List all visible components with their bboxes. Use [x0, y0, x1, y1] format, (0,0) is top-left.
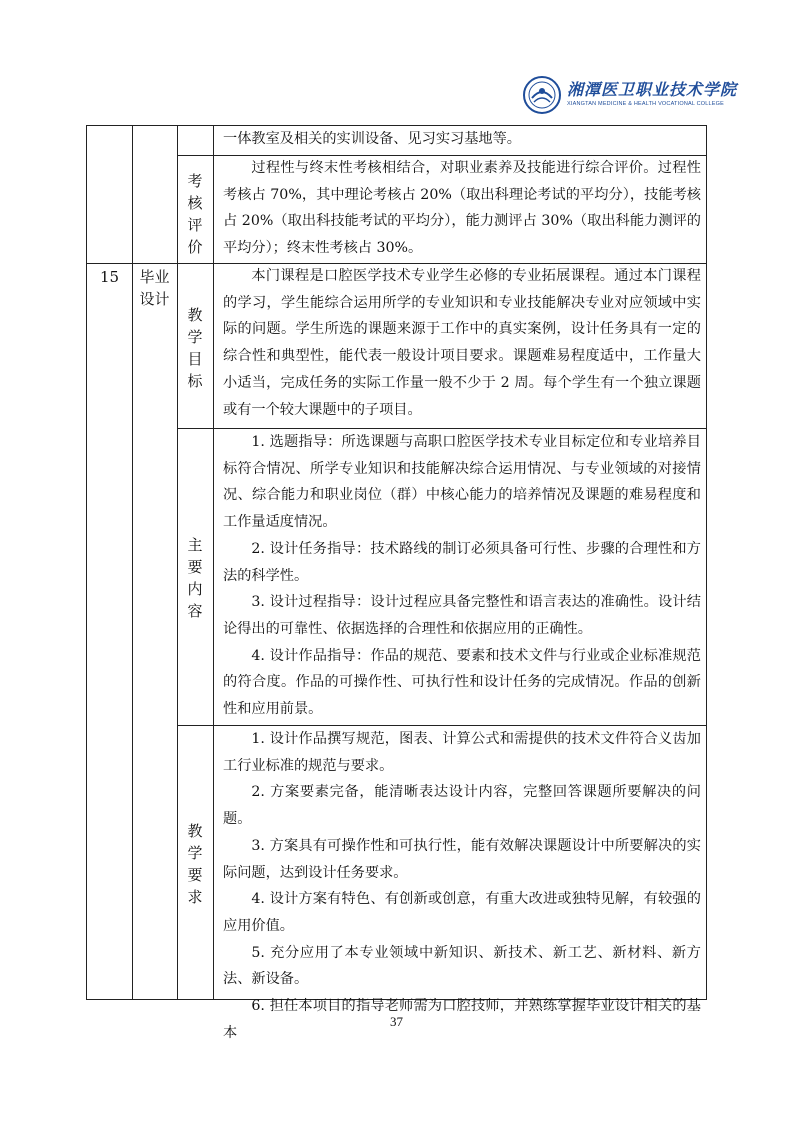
college-logo [523, 74, 738, 120]
teaching-conditions-text: 一体教室及相关的实训设备、见习实习基地等。 [223, 131, 521, 147]
teaching-requirements-label: 教 学 要 求 [187, 822, 203, 906]
col-divider-label [213, 126, 214, 999]
course-name: 毕业 设计 [139, 268, 170, 308]
college-emblem-icon [523, 76, 561, 114]
row-number: 15 [99, 268, 120, 286]
assessment-text: 过程性与终末性考核相结合，对职业素养及技能进行综合评价。过程性考核占 70%，其中理论考核占 20%（取出科理论考试的平均分），技能考核占 20%（取出科技能考试的平均分），能力测评占 30%（取出科能力测评的平均分）；终末性考核占 30%。 [223, 160, 701, 257]
college-name-en: XIANGTAN MEDICINE & HEALTH VOCATIONAL COLLEGE [567, 101, 725, 107]
teaching-requirements-text: 1. 设计作品撰写规范，图表、计算公式和需提供的技术文件符合义齿加工行业标准的规范与要求。 2. 方案要素完备，能清晰表达设计内容，完整回答课题所要解决的问题。 3. 方案具有可操作性和可执行性，能有效解决课题设计中所要解决的实际问题，达到设计任务要求。 4. 设计方案有特色、有创新或创意，有重大改进或独特见解，有较强的应用价值。 5. 充分应用了本专业领域中新知识、新技术、新工艺、新材料、新方法、新设备。 6. 担任本项目的指导老师需为口腔技师，并熟练掌握毕业设计相关的基本 [223, 731, 701, 1041]
assessment-label: 考 核 评 价 [187, 172, 203, 256]
page-number: 37 [390, 1014, 403, 1029]
college-name-cn: 湘潭医卫职业技术学院 [567, 80, 738, 99]
teaching-goal-label: 教 学 目 标 [187, 306, 203, 390]
main-content-label: 主 要 内 容 [187, 536, 203, 620]
main-content-text: 1. 选题指导：所选课题与高职口腔医学技术专业目标定位和专业培养目标符合情况、所学专业知识和技能解决综合运用情况、与专业领域的对接情况、综合能力和职业岗位（群）中核心能力的培养情况及课题的难易程度和工作量适度情况。 2. 设计任务指导：技术路线的制订必须具备可行性、步骤的合理性和方法的科学性。 3. 设计过程指导：设计过程应具备完整性和语言表达的准确性。设计结论得出的可靠性、依据选择的合理性和依据应用的正确性。 4. 设计作品指导：作品的规范、要素和技术文件与行业或企业标准规范的符合度。作品的可操作性、可执行性和设计任务的完成情况。作品的创新性和应用前景。 [223, 434, 701, 718]
teaching-goal-text: 本门课程是口腔医学技术专业学生必修的专业拓展课程。通过本门课程的学习，学生能综合运用所学的专业知识和专业技能解决专业对应领域中实际的问题。学生所选的课题来源于工作中的真实案例，设计任务具有一定的综合性和典型性，能代表一般设计项目要求。课题难易程度适中，工作量大小适当，完成任务的实际工作量一般不少于 2 周。每个学生有一个独立课题或有一个较大课题中的子项目。 [223, 268, 701, 418]
col-divider-number [132, 126, 133, 999]
